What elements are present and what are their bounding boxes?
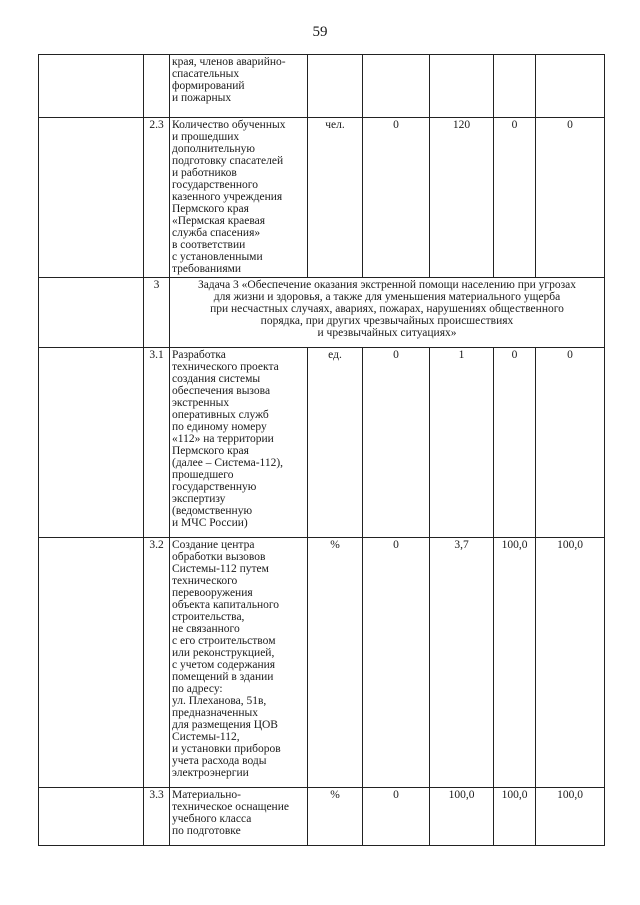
indicator-description: [170, 348, 308, 538]
description-line: Количество обученных: [172, 119, 286, 131]
description-line: подготовку спасателей: [172, 155, 284, 167]
description-line: «Пермская краевая: [172, 215, 266, 227]
description-line: Системы-112,: [172, 731, 240, 743]
description-line: обработки вызовов: [172, 551, 266, 563]
item-number: 3.2: [144, 538, 170, 788]
description-line: в соответствии: [172, 239, 246, 251]
table-row: [39, 278, 605, 348]
indicators-table: [38, 54, 605, 846]
description-line: Разработка: [172, 349, 226, 361]
value-cell: [430, 55, 494, 118]
table-row: [39, 118, 605, 278]
unit-cell: чел.: [308, 118, 363, 278]
description-line: Системы-112 путем: [172, 563, 269, 575]
description-line: с его строительством: [172, 635, 276, 647]
description-line: перевооружения: [172, 587, 253, 599]
value-cell: 0: [494, 118, 536, 278]
task-heading: [170, 278, 605, 348]
table-row: [39, 788, 605, 846]
task-line: при несчастных случаях, авариях, пожарах, нарушениях общественного: [210, 303, 564, 315]
table-row: [39, 55, 605, 118]
description-line: государственную: [172, 481, 257, 493]
description-line: «112» на территории: [172, 433, 274, 445]
task-line: порядка, при других чрезвычайных происшествиях: [260, 315, 514, 327]
unit-cell: %: [308, 538, 363, 788]
description-line: и прошедших: [172, 131, 240, 143]
description-line: экстренных: [172, 397, 230, 409]
group-cell: [39, 348, 144, 538]
description-line: объекта капитального: [172, 599, 280, 611]
item-number: 3.1: [144, 348, 170, 538]
description-line: строительства,: [172, 611, 245, 623]
value-cell: 1: [430, 348, 494, 538]
description-line: государственного: [172, 179, 258, 191]
description-line: Создание центра: [172, 539, 255, 551]
value-cell: 100,0: [494, 788, 536, 846]
description-line: и установки приборов: [172, 743, 281, 755]
value-cell: 120: [430, 118, 494, 278]
value-cell: 100,0: [430, 788, 494, 846]
description-line: спасательных: [172, 68, 240, 80]
description-line: края, членов аварийно-: [172, 56, 286, 68]
description-line: учета расхода воды: [172, 755, 267, 767]
value-cell: [536, 55, 605, 118]
group-cell: [39, 278, 144, 348]
task-line: Задача 3 «Обеспечение оказания экстренной помощи населению при угрозах: [197, 279, 577, 291]
description-line: с учетом содержания: [172, 659, 276, 671]
unit-cell: ед.: [308, 348, 363, 538]
value-cell: 0: [363, 788, 430, 846]
indicator-description: [170, 788, 308, 846]
value-cell: 0: [363, 348, 430, 538]
description-line: (ведомственную: [172, 505, 253, 517]
description-line: для размещения ЦОВ: [172, 719, 278, 731]
description-line: (далее – Система-112),: [172, 457, 284, 469]
value-cell: 0: [363, 538, 430, 788]
description-line: создания системы: [172, 373, 261, 385]
description-line: предназначенных: [172, 707, 258, 719]
table-row: [39, 348, 605, 538]
description-line: или реконструкцией,: [172, 647, 275, 659]
item-number: 3: [144, 278, 170, 348]
item-number: 3.3: [144, 788, 170, 846]
page-number: 59: [312, 24, 328, 40]
description-line: формирований: [172, 80, 245, 92]
description-line: дополнительную: [172, 143, 256, 155]
group-cell: [39, 538, 144, 788]
description-line: не связанного: [172, 623, 240, 635]
value-cell: 0: [536, 118, 605, 278]
value-cell: 0: [494, 348, 536, 538]
description-line: помещений в здании: [172, 671, 274, 683]
description-line: и работников: [172, 167, 237, 179]
description-line: по единому номеру: [172, 421, 267, 433]
group-cell: [39, 55, 144, 118]
value-cell: 0: [363, 118, 430, 278]
item-number: [144, 55, 170, 118]
description-line: прошедшего: [172, 469, 234, 481]
value-cell: 100,0: [536, 538, 605, 788]
description-line: экспертизу: [172, 493, 226, 505]
description-line: и пожарных: [172, 92, 232, 104]
value-cell: 0: [536, 348, 605, 538]
description-line: обеспечения вызова: [172, 385, 271, 397]
description-line: с установленными: [172, 251, 263, 263]
description-line: по подготовке: [172, 825, 241, 837]
value-cell: 100,0: [494, 538, 536, 788]
task-line: для жизни и здоровья, а также для уменьшения материального ущерба: [213, 291, 561, 303]
value-cell: 3,7: [430, 538, 494, 788]
description-line: казенного учреждения: [172, 191, 283, 203]
task-line: и чрезвычайных ситуациях»: [317, 327, 457, 339]
description-line: техническое оснащение: [172, 801, 289, 813]
unit-cell: [308, 55, 363, 118]
indicator-description: [170, 55, 308, 118]
description-line: по адресу:: [172, 683, 223, 695]
description-line: технического: [172, 575, 238, 587]
group-cell: [39, 118, 144, 278]
description-line: электроэнергии: [172, 767, 249, 779]
description-line: Материально-: [172, 789, 241, 801]
group-cell: [39, 788, 144, 846]
table-row: [39, 538, 605, 788]
description-line: Пермского края: [172, 203, 249, 215]
indicator-description: [170, 118, 308, 278]
description-line: служба спасения»: [172, 227, 261, 239]
indicator-description: [170, 538, 308, 788]
description-line: оперативных служб: [172, 409, 269, 421]
description-line: ул. Плеханова, 51в,: [172, 695, 267, 707]
description-line: технического проекта: [172, 361, 279, 373]
description-line: и МЧС России): [172, 517, 248, 529]
description-line: требованиями: [172, 263, 242, 275]
value-cell: [363, 55, 430, 118]
item-number: 2.3: [144, 118, 170, 278]
description-line: учебного класса: [172, 813, 252, 825]
description-line: Пермского края: [172, 445, 249, 457]
unit-cell: %: [308, 788, 363, 846]
value-cell: 100,0: [536, 788, 605, 846]
value-cell: [494, 55, 536, 118]
